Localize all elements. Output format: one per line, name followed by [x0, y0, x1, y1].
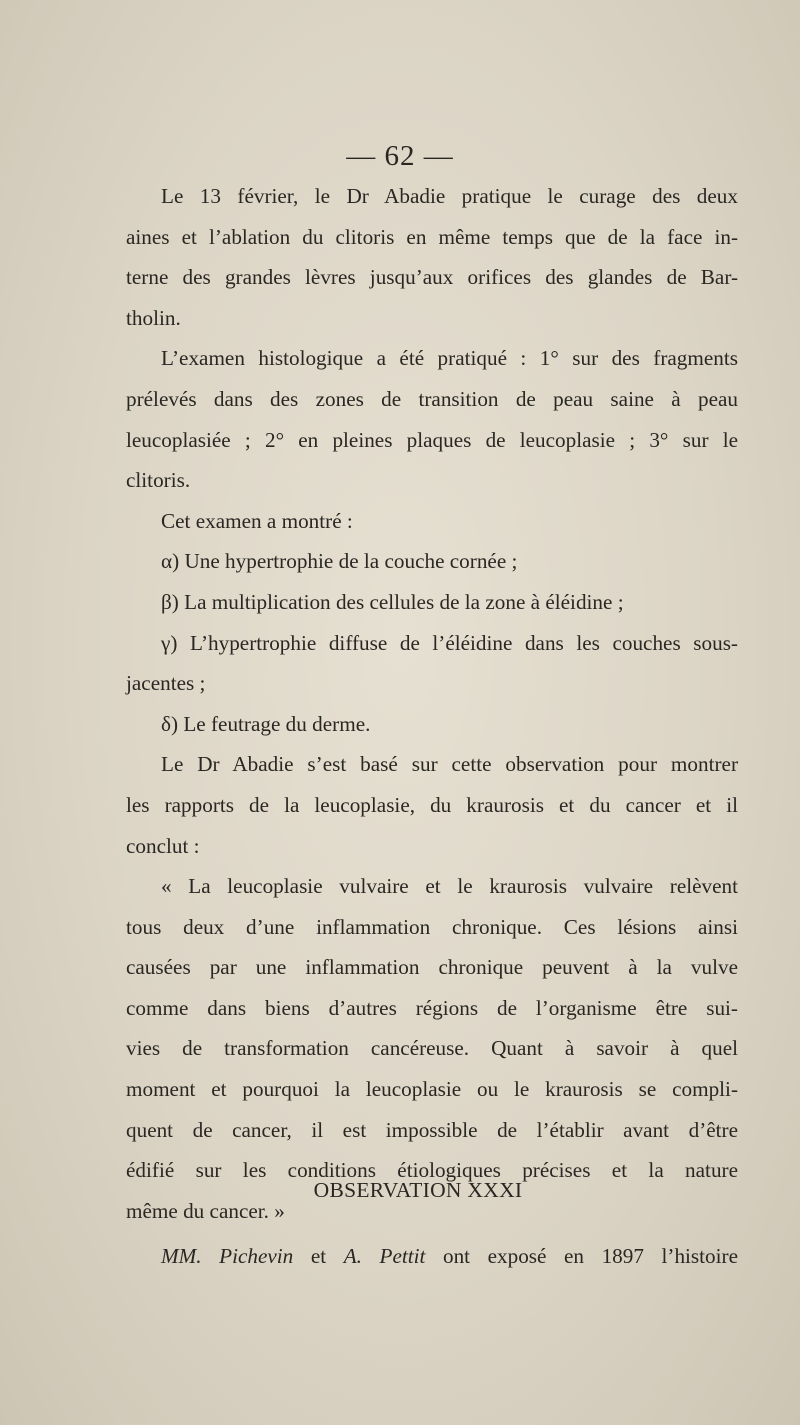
- text-line: les rapports de la leucoplasie, du kraurosis et du cancer et il: [126, 792, 738, 817]
- list-item: α) Une hypertrophie de la couche cornée ;: [161, 549, 518, 574]
- text-line: leucoplasiée ; 2° en pleines plaques de leucoplasie ; 3° sur le: [126, 427, 738, 452]
- line-rest: ont exposé en 1897 l’histoire: [425, 1244, 738, 1268]
- text-line: Cet examen a montré :: [161, 508, 353, 533]
- text-line: terne des grandes lèvres jusqu’aux orifices des glandes de Bar-: [126, 265, 738, 290]
- quote-line: vies de transformation cancéreuse. Quant à savoir à quel: [126, 1036, 738, 1061]
- list-item: γ) L’hypertrophie diffuse de l’éléidine dans les couches sous-: [161, 630, 738, 655]
- text-line: prélevés dans des zones de transition de peau saine à peau: [126, 386, 738, 411]
- section-heading: OBSERVATION XXXI: [313, 1178, 523, 1202]
- quote-line: « La leucoplasie vulvaire et le kraurosis vulvaire relèvent: [161, 874, 738, 899]
- quote-line: édifié sur les conditions étiologiques précises et la nature: [126, 1158, 738, 1183]
- text-line: Le 13 février, le Dr Abadie pratique le curage des deux: [161, 184, 738, 208]
- text-line: jacentes ;: [126, 671, 206, 696]
- quote-line: causées par une inflammation chronique peuvent à la vulve: [126, 955, 738, 980]
- conjunction: et: [293, 1244, 344, 1268]
- quote-line: tous deux d’une inflammation chronique. Ces lésions ainsi: [126, 914, 738, 939]
- text-line: clitoris.: [126, 468, 191, 493]
- quote-line: quent de cancer, il est impossible de l’établir avant d’être: [126, 1117, 738, 1142]
- text-line: aines et l’ablation du clitoris en même temps que de la face in-: [126, 224, 738, 249]
- page-number: — 62 —: [346, 140, 454, 172]
- text-line: L’examen histologique a été pratiqué : 1° sur des fragments: [161, 346, 738, 371]
- text-line: tholin.: [126, 305, 181, 330]
- quote-line: même du cancer. »: [126, 1198, 285, 1223]
- list-item: β) La multiplication des cellules de la zone à éléidine ;: [161, 589, 624, 614]
- quote-line: comme dans biens d’autres régions de l’organisme être sui-: [126, 995, 738, 1020]
- list-item: δ) Le feutrage du derme.: [161, 711, 371, 736]
- text-line: conclut :: [126, 833, 200, 858]
- quote-line: moment et pourquoi la leucoplasie ou le kraurosis se compli-: [126, 1077, 738, 1102]
- author-names: A. Pettit: [343, 1244, 426, 1268]
- text-line: [161, 1244, 738, 1269]
- author-names: MM. Pichevin: [161, 1244, 294, 1268]
- body-text: [126, 176, 738, 1231]
- text-line: Le Dr Abadie s’est basé sur cette observation pour montrer: [161, 752, 738, 777]
